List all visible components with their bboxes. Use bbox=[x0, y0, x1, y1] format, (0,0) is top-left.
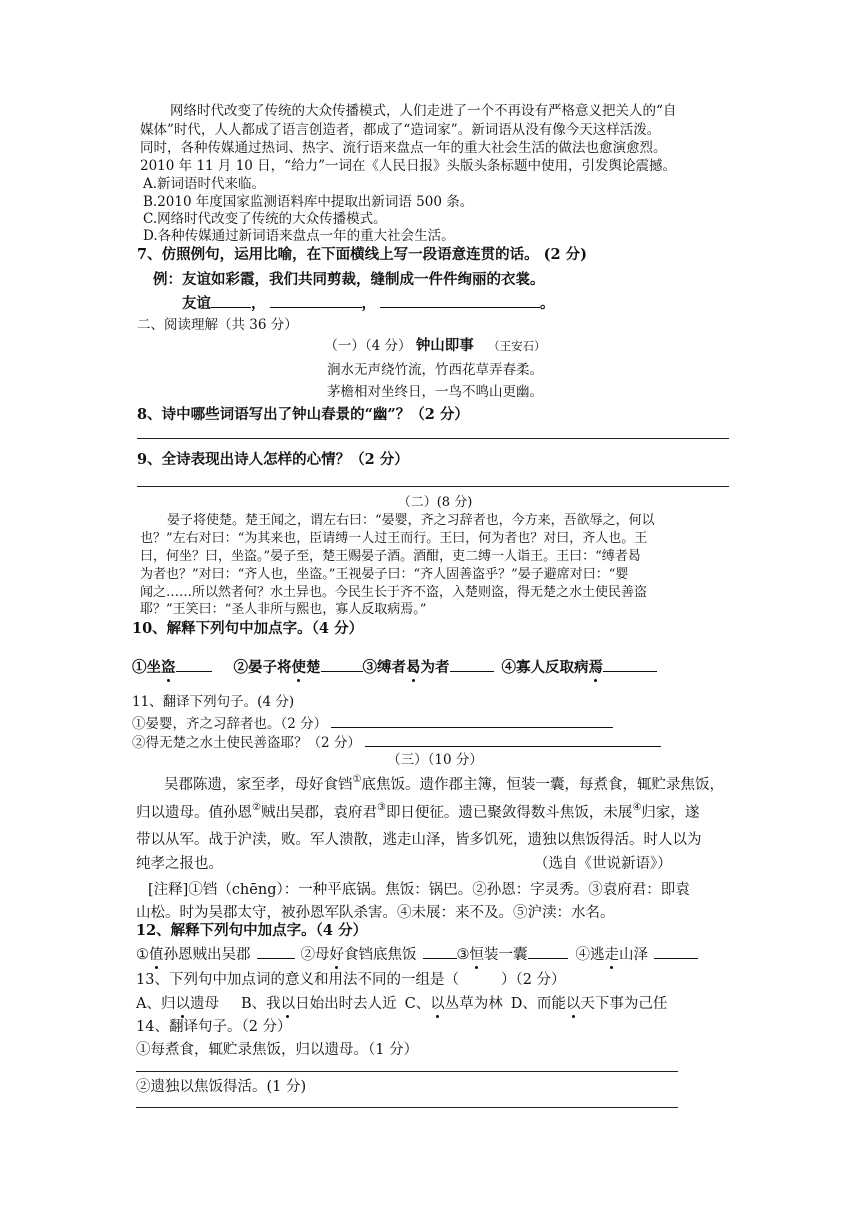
q12-items: ①值孙恩贼出吴郡 ②母好食铛底焦饭 ③恒装一囊 ④逃走山泽 bbox=[136, 944, 698, 965]
poem-line-2: 茅檐相对坐终日，一鸟不鸣山更幽。 bbox=[327, 384, 543, 400]
part3-line-1: 吴郡陈遗，家至孝，母好食铛①底焦饭。遗作郡主簿，恒装一囊，每煮食，辄贮录焦饭， bbox=[164, 774, 724, 793]
q7-period: 。 bbox=[540, 295, 555, 312]
note-marker-4: ④ bbox=[632, 802, 642, 813]
part3-heading: （三）（10 分） bbox=[387, 752, 483, 768]
q10-title: 10、解释下列句中加点字。（4 分） bbox=[132, 620, 364, 637]
q13-option-a: A、归 bbox=[136, 996, 176, 1012]
q7-blank-3[interactable] bbox=[380, 293, 540, 308]
q14-sentence-1: ①每煮食，辄贮录焦饭，归以遗母。（1 分） bbox=[136, 1042, 419, 1058]
poem-line-1: 涧水无声绕竹流，竹西花草弄春柔。 bbox=[327, 362, 543, 378]
q13-option-c: C、 bbox=[404, 996, 431, 1012]
part3-line-4: 纯孝之报也。 bbox=[136, 856, 223, 872]
q10-blank-2[interactable] bbox=[321, 657, 363, 672]
q8-title: 8、诗中哪些词语写出了钟山春景的“幽”？（2 分） bbox=[137, 406, 469, 423]
poem-title: 钟山即事 bbox=[415, 338, 474, 354]
q11-sentence-2: ②得无楚之水土使民善盗耶？（2 分） bbox=[132, 735, 361, 751]
q12-blank-4[interactable] bbox=[654, 944, 698, 959]
option-c: C.网络时代改变了传统的大众传播模式。 bbox=[143, 211, 387, 227]
q14-sentence-2: ②遗独以焦饭得活。(1 分) bbox=[136, 1079, 307, 1095]
q8-answer-line[interactable] bbox=[137, 438, 729, 439]
q7-comma-2: ， bbox=[361, 295, 376, 312]
part2-line-4: 为者也？”对曰：“齐人也，坐盗。”王视晏子曰：“齐人固善盗乎？”晏子避席对曰：“婴 bbox=[140, 567, 629, 582]
part3-note-2: 山松。时为吴郡太守，被孙恩军队杀害。④未展：来不及。⑤沪渎：水名。 bbox=[136, 905, 615, 921]
q12-blank-3[interactable] bbox=[528, 944, 568, 959]
part3-line-3: 带以从军。战于沪渎，败。军人溃散，逃走山泽，皆多饥死，遗独以焦饭得活。时人以为 bbox=[136, 832, 702, 848]
q13-options: A、归以遗母 B、我以日始出时去人近 C、以丛草为林 D、而能以天下事为己任 bbox=[136, 996, 668, 1012]
q14-title: 14、翻译句子。（2 分） bbox=[136, 1019, 292, 1035]
part2-line-3: 曰，何坐？曰，坐盗。”晏子至，楚王赐晏子酒。酒酣，吏二缚一人诣王。王曰：“缚者曷 bbox=[140, 549, 641, 564]
q10-blank-4[interactable] bbox=[603, 657, 657, 672]
q12-blank-1[interactable] bbox=[257, 944, 295, 959]
q11-title: 11、翻译下列句子。(4 分) bbox=[132, 694, 295, 710]
q11-blank-2[interactable] bbox=[365, 732, 661, 747]
q10-item-4: ④寡人反取病 bbox=[501, 659, 589, 676]
q12-item-1: ① bbox=[136, 947, 149, 963]
q12-dotted-1: 值 bbox=[149, 947, 164, 963]
q11-s2-line bbox=[132, 732, 661, 752]
option-b: B.2010 年度国家监测语料库中提取出新词语 500 条。 bbox=[143, 194, 474, 210]
passage-line-4: 2010 年 11 月 10 日，“给力”一词在《人民日报》头版头条标题中使用，引发舆论震撼。 bbox=[140, 158, 676, 174]
q12-dotted-3: 恒 bbox=[469, 947, 484, 963]
part3-note-1: [注释]①铛（chēng）：一种平底锅。焦饭：锅巴。②孙恩：字灵秀。③袁府君：即袁 bbox=[148, 882, 690, 898]
q7-example: 例：友谊如彩霞，我们共同剪裁，缝制成一件件绚丽的衣裳。 bbox=[153, 271, 545, 288]
q11-s1-line bbox=[132, 713, 613, 733]
part3-line-2: 归以遗母。值孙恩②贼出吴郡，袁府君③即日便征。遗已聚敛得数斗焦饭，未展④归家，遂 bbox=[136, 802, 700, 821]
q12-dotted-2: 好 bbox=[329, 947, 344, 963]
q10-dotted-2: 使 bbox=[291, 659, 306, 676]
part2-line-5: 闻之……所以然者何？水土异也。今民生长于齐不盗，入楚则盗，得无楚之水土使民善盗 bbox=[140, 585, 648, 600]
q10-item-1: ①坐 bbox=[132, 659, 161, 676]
q10-dotted-1: 盗 bbox=[161, 659, 176, 676]
q10-dotted-4: 焉 bbox=[588, 659, 603, 676]
q10-blank-1[interactable] bbox=[176, 657, 212, 672]
poem-author: （王安石） bbox=[488, 339, 546, 353]
note-marker-3: ③ bbox=[376, 802, 386, 813]
note-marker-1: ① bbox=[352, 774, 362, 785]
passage-line-2: 媒体”时代，人人都成了语言创造者，都成了“造词家”。新词语从没有像今天这样活泼。 bbox=[140, 122, 661, 138]
part3-source: （选自《世说新语》） bbox=[534, 856, 672, 872]
q14-answer-line-1[interactable] bbox=[136, 1071, 678, 1072]
q12-item-2: ②母 bbox=[300, 947, 330, 963]
q11-blank-1[interactable] bbox=[331, 713, 613, 728]
q7-title: 7、仿照例句，运用比喻，在下面横线上写一段语意连贯的话。 (2 分) bbox=[137, 246, 587, 263]
q13-title: 13、下列句中加点词的意义和用法不同的一组是（ ）（2 分） bbox=[136, 972, 566, 988]
option-d: D.各种传媒通过新词语来盘点一年的重大社会生活。 bbox=[143, 228, 455, 244]
q9-answer-line[interactable] bbox=[137, 486, 729, 487]
option-a: A.新词语时代来临。 bbox=[143, 176, 266, 192]
q12-blank-2[interactable] bbox=[423, 944, 457, 959]
q7-blank-1[interactable] bbox=[211, 293, 251, 308]
q7-blank-2[interactable] bbox=[270, 293, 362, 308]
q12-dotted-4: 走 bbox=[604, 947, 619, 963]
note-marker-2: ② bbox=[252, 802, 261, 813]
passage-line-3: 同时，各种传媒通过热词、热字、流行语来盘点一年的重大社会生活的做法也愈演愈烈。 bbox=[140, 140, 667, 156]
q12-item-4: ④逃 bbox=[575, 947, 605, 963]
poem-heading bbox=[140, 336, 730, 356]
q10-blank-3[interactable] bbox=[450, 657, 494, 672]
section2-title: 二、阅读理解（共 36 分） bbox=[137, 317, 298, 333]
q10-item-2: ②晏子将 bbox=[233, 659, 292, 676]
q10-item-3: ③缚者 bbox=[362, 659, 406, 676]
q11-sentence-1: ①晏婴，齐之习辞者也。（2 分） bbox=[132, 716, 328, 732]
q13-option-b: B、我 bbox=[240, 996, 281, 1012]
part2-heading: （二）(8 分) bbox=[397, 495, 473, 510]
part2-line-6: 耶？”王笑曰：“圣人非所与熙也，寡人反取病焉。” bbox=[140, 602, 427, 617]
part2-line-2: 也？”左右对曰：“为其来也，臣请缚一人过王而行。王曰，何为者也？对曰，齐人也。王 bbox=[140, 531, 648, 546]
q14-answer-line-2[interactable] bbox=[136, 1107, 678, 1108]
q10-items: ①坐盗 ②晏子将使楚 ③缚者曷为者 ④寡人反取病焉 bbox=[132, 657, 657, 678]
passage-line-1: 网络时代改变了传统的大众传播模式，人们走进了一个不再设有严格意义把关人的“自 bbox=[170, 103, 677, 119]
q7-fill-line bbox=[182, 293, 555, 314]
q12-title: 12、解释下列句中加点字。（4 分） bbox=[136, 922, 368, 939]
q7-comma-1: ， bbox=[251, 295, 266, 312]
q12-item-3: ③ bbox=[456, 947, 470, 963]
q7-fill-word: 友谊 bbox=[182, 295, 211, 312]
part2-line-1: 晏子将使楚。楚王闻之，谓左右曰：“晏婴，齐之习辞者也，今方来，吾欲辱之，何以 bbox=[167, 513, 655, 528]
q13-option-d: D、而能 bbox=[510, 996, 566, 1012]
q10-dotted-3: 曷 bbox=[406, 659, 421, 676]
q9-title: 9、全诗表现出诗人怎样的心情？（2 分） bbox=[137, 451, 409, 468]
poem-prefix: （一）（4 分） bbox=[324, 338, 412, 354]
